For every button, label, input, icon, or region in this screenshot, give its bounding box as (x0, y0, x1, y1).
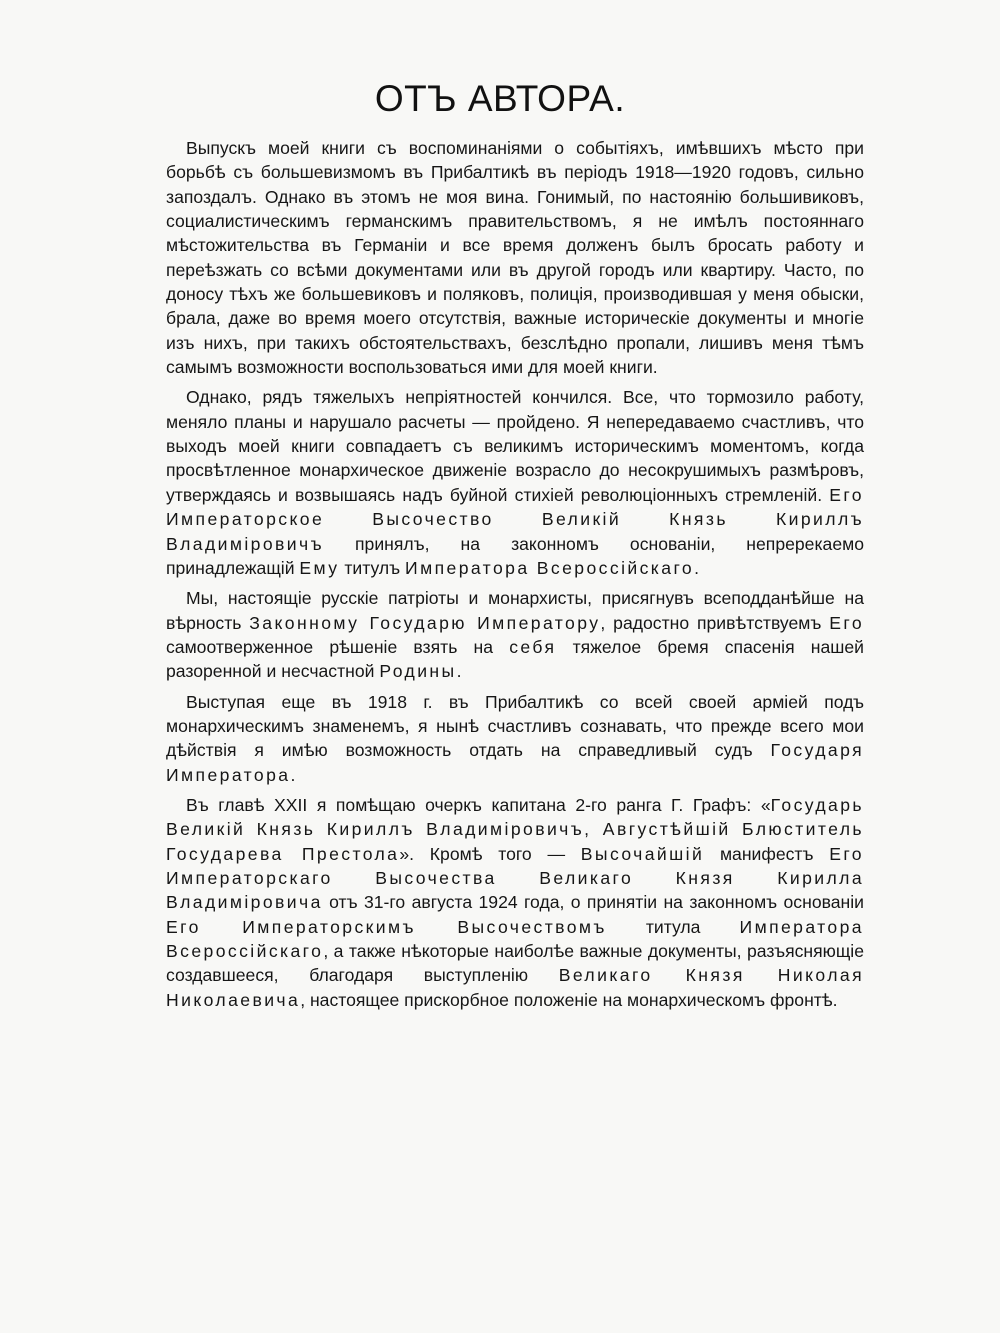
paragraph (166, 385, 864, 580)
emphasized-text: Государя Императора. (166, 740, 864, 785)
emphasized-text: Родины. (379, 661, 464, 682)
emphasized-text: Государь Великій Князь Кириллъ Владиміровичъ, Августѣйшій Блюститель Государева Престола (166, 794, 864, 864)
text-run: Выступая еще въ 1918 г. въ Прибалтикѣ со всей своей арміей подъ монархическимъ знаменемъ, я нынѣ счастливъ сознавать, что прежде всего мои дѣйствія я имѣю возможность отдать на справедливый судъ (166, 691, 864, 761)
emphasized-text: Законному Государю Императору (249, 612, 601, 633)
text-run: ». Кромѣ того — (399, 843, 581, 864)
body-text (166, 136, 864, 1018)
text-run: , а также нѣкоторые наиболѣе важные документы, разъясняющіе создавшееся, благодаря выступленію (166, 941, 864, 986)
text-run: , настоящее прискорбное положеніе на монархическомъ фронтѣ. (300, 989, 838, 1010)
text-run: Мы, настоящіе русскіе патріоты и монархисты, присягнувъ всеподданѣйше на вѣрность (166, 588, 864, 633)
text-run: тяжелое бремя спасенія нашей разоренной и несчастной (166, 636, 864, 682)
text-run: манифестъ (704, 843, 830, 864)
emphasized-text: Ему (299, 557, 340, 578)
text-run: Однако, рядъ тяжелыхъ непріятностей кончился. Все, что тормозило работу, меняло планы и нарушало расчеты — пройдено. Я непередаваемо счастливъ, что выходъ моей книги совпадаетъ съ великимъ историческимъ моментомъ, когда просвѣтленное монархическое движеніе возрасло до несокрушимыхъ размѣровъ, утверждаясь и возвышаясь надъ буйной стихіей революціонныхъ стремленій. (166, 387, 864, 505)
text-run: принялъ, на законномъ основаніи, непререкаемо принадлежащій (166, 533, 864, 578)
text-run: титулъ (339, 557, 406, 578)
paragraph (166, 793, 864, 1012)
emphasized-text: Высочайшій (580, 843, 705, 864)
emphasized-text: Его Императорскимъ Высочествомъ (166, 916, 607, 937)
emphasized-text: себя (509, 636, 557, 657)
emphasized-text: Императора Всероссійскаго (166, 916, 864, 961)
page-title: ОТЪ АВТОРА. (374, 78, 626, 119)
text-run: Въ главѣ XXII я помѣщаю очеркъ капитана 2-го ранга Г. Графъ: « (186, 794, 771, 815)
text-run: , радостно привѣтствуемъ (600, 612, 830, 633)
paragraph (166, 586, 864, 683)
emphasized-text: Его (829, 612, 865, 633)
emphasized-text: Его Императорскаго Высочества Великаго Князя Кирилла Владиміровича (166, 843, 864, 913)
emphasized-text: Его Императорское Высочество Великій Князь Кириллъ Владиміровичъ (166, 484, 864, 554)
emphasized-text: Императора Всероссійскаго. (405, 557, 702, 578)
text-run: самоотверженное рѣшеніе взять на (166, 636, 510, 657)
text-run: отъ 31-го августа 1924 года, о принятіи на законномъ основаніи (322, 892, 864, 913)
text-run: титула (606, 916, 740, 937)
text-run: Выпускъ моей книги съ воспоминаніями о событіяхъ, имѣвшихъ мѣсто при борьбѣ съ большевизмомъ въ Прибалтикѣ въ періодъ 1918—1920 годовъ, сильно запоздалъ. Однако въ этомъ не моя вина. Гонимый, по настоянію большивиковъ, социалистическимъ германскимъ правительствомъ, я не имѣлъ постояннаго мѣстожительства въ Германіи и все время долженъ былъ бросать работу и переѣзжать со всѣми документами или въ другой городъ или квартиру. Часто, по доносу тѣхъ же большевиковъ и поляковъ, полиція, производившая у меня обыски, брала, даже во время моего отсутствія, важные историческіе документы и многіе изъ нихъ, при такихъ обстоятельствахъ, безслѣдно пропали, лишивъ меня тѣмъ самымъ возможности воспользоваться ими для моей книги. (166, 138, 864, 378)
paragraph (166, 690, 864, 787)
emphasized-text: Великаго Князя Николая Николаевича (166, 965, 864, 1010)
paragraph (166, 136, 864, 379)
